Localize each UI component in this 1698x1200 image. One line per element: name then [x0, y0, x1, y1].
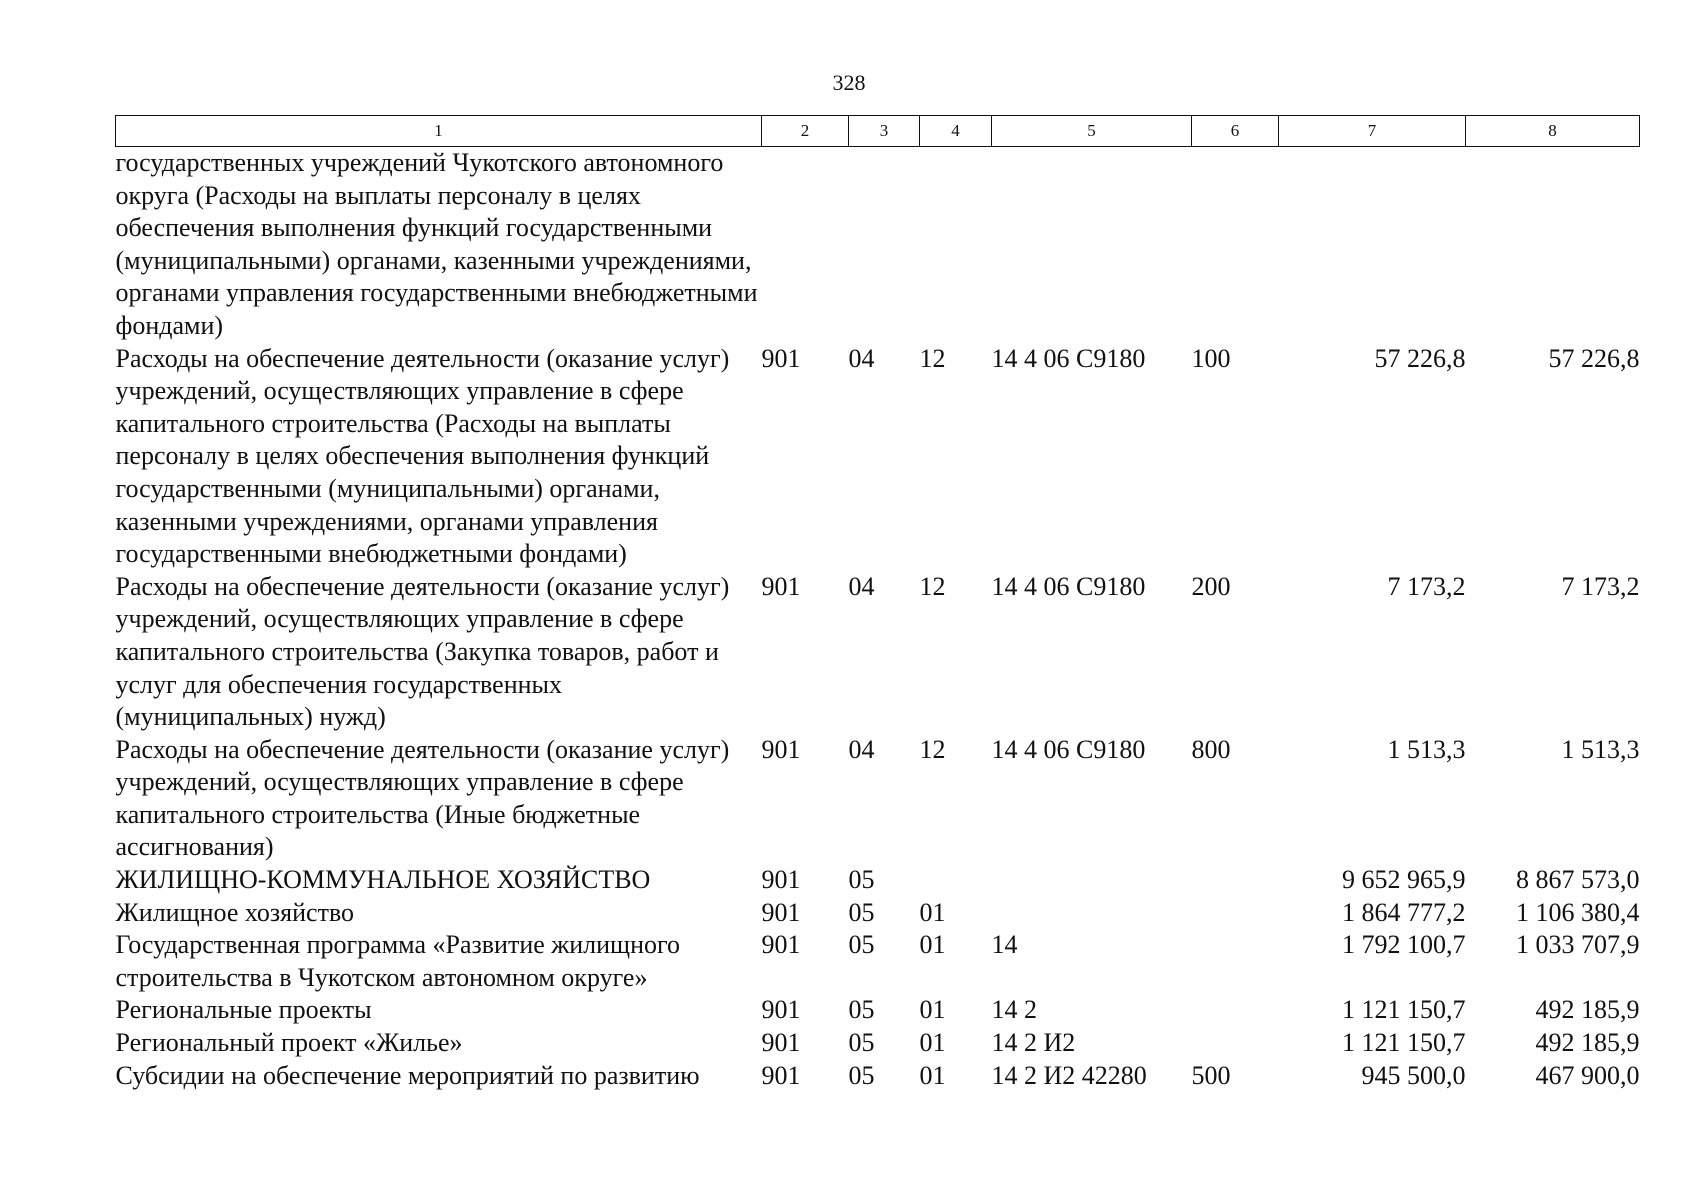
row-expense-type: 800	[1191, 734, 1231, 764]
row-name: Расходы на обеспечение деятельности (оказание услуг) учреждений, осуществляющих управление в сфере капитального строительства (Закупка товаров, работ и услуг для обеспечения государственных (муниципальных) нужд)	[115, 571, 730, 732]
row-grbs: 901	[761, 930, 801, 960]
row-target-article: 14	[991, 930, 1018, 960]
table-row	[116, 929, 1640, 994]
row-section: 05	[848, 930, 875, 960]
row-sum-year-1: 57 226,8	[1374, 343, 1466, 373]
row-subsection: 01	[919, 1028, 946, 1058]
row-sum-year-2: 467 900,0	[1535, 1060, 1640, 1090]
row-name: Государственная программа «Развитие жилищного строительства в Чукотском автономном округе»	[115, 930, 680, 992]
row-expense-type	[1192, 864, 1279, 897]
table-row	[116, 864, 1640, 897]
table-row	[116, 343, 1640, 571]
row-expense-type	[1192, 897, 1279, 930]
header-col-8: 8	[1466, 116, 1640, 147]
table-body	[116, 147, 1640, 1093]
table-row	[116, 1027, 1640, 1060]
table-row	[116, 147, 1640, 343]
header-col-5: 5	[992, 116, 1192, 147]
row-subsection: 12	[919, 343, 946, 373]
header-col-7: 7	[1279, 116, 1466, 147]
row-target-article: 14 2	[991, 995, 1037, 1025]
row-sum-year-1: 1 792 100,7	[1342, 930, 1466, 960]
row-subsection	[920, 864, 992, 897]
row-sum-year-1	[1279, 147, 1466, 343]
row-sum-year-1: 1 121 150,7	[1342, 995, 1466, 1025]
row-grbs: 901	[761, 1060, 801, 1090]
budget-table-container	[115, 115, 1639, 1092]
row-section: 04	[848, 571, 875, 601]
row-grbs: 901	[761, 995, 801, 1025]
row-sum-year-1: 945 500,0	[1361, 1060, 1466, 1090]
row-sum-year-1: 9 652 965,9	[1342, 865, 1466, 895]
row-expense-type: 500	[1191, 1060, 1231, 1090]
row-section	[849, 147, 920, 343]
row-sum-year-2: 1 513,3	[1561, 734, 1640, 764]
row-name: Региональные проекты	[115, 995, 372, 1025]
table-row	[116, 1060, 1640, 1093]
header-col-2: 2	[762, 116, 849, 147]
row-target-article	[992, 147, 1192, 343]
header-col-6: 6	[1192, 116, 1279, 147]
row-subsection	[920, 147, 992, 343]
row-target-article: 14 4 06 С9180	[991, 734, 1146, 764]
row-sum-year-2: 1 106 380,4	[1516, 897, 1640, 927]
row-name: Региональный проект «Жилье»	[115, 1028, 463, 1058]
row-name: Субсидии на обеспечение мероприятий по развитию	[115, 1060, 700, 1090]
table-row	[116, 734, 1640, 864]
row-grbs: 901	[761, 571, 801, 601]
row-section: 05	[848, 865, 875, 895]
row-sum-year-2: 1 033 707,9	[1516, 930, 1640, 960]
row-sum-year-2: 57 226,8	[1548, 343, 1640, 373]
row-section: 04	[848, 343, 875, 373]
row-subsection: 12	[919, 571, 946, 601]
row-section: 05	[848, 995, 875, 1025]
header-col-3: 3	[849, 116, 920, 147]
row-subsection: 12	[919, 734, 946, 764]
row-target-article: 14 4 06 С9180	[991, 343, 1146, 373]
row-subsection: 01	[919, 897, 946, 927]
row-subsection: 01	[919, 930, 946, 960]
row-sum-year-2: 492 185,9	[1535, 995, 1640, 1025]
header-col-4: 4	[920, 116, 992, 147]
row-expense-type	[1192, 147, 1279, 343]
row-target-article: 14 2 И2	[991, 1028, 1076, 1058]
row-sum-year-1: 1 121 150,7	[1342, 1028, 1466, 1058]
row-sum-year-1: 7 173,2	[1387, 571, 1466, 601]
row-target-article: 14 4 06 С9180	[991, 571, 1146, 601]
row-subsection: 01	[919, 995, 946, 1025]
row-section: 04	[848, 734, 875, 764]
row-target-article	[992, 897, 1192, 930]
row-sum-year-2: 492 185,9	[1535, 1028, 1640, 1058]
row-name: Расходы на обеспечение деятельности (оказание услуг) учреждений, осуществляющих управление в сфере капитального строительства (Иные бюджетные ассигнования)	[115, 734, 730, 862]
row-grbs: 901	[761, 1028, 801, 1058]
budget-table	[115, 115, 1640, 1092]
row-grbs: 901	[761, 865, 801, 895]
row-sum-year-2: 8 867 573,0	[1516, 865, 1640, 895]
row-section: 05	[848, 897, 875, 927]
row-name: ЖИЛИЩНО-КОММУНАЛЬНОЕ ХОЗЯЙСТВО	[115, 865, 651, 895]
table-row	[116, 897, 1640, 930]
row-grbs: 901	[761, 897, 801, 927]
row-expense-type	[1192, 994, 1279, 1027]
table-header	[116, 116, 1640, 147]
row-section: 05	[848, 1060, 875, 1090]
row-grbs: 901	[761, 734, 801, 764]
row-expense-type	[1192, 1027, 1279, 1060]
row-expense-type	[1192, 929, 1279, 994]
row-section: 05	[848, 1028, 875, 1058]
row-expense-type: 100	[1191, 343, 1231, 373]
row-name: государственных учреждений Чукотского автономного округа (Расходы на выплаты персоналу в целях обеспечения выполнения функций государственными (муниципальными) органами, казенными учреждениями, органами управления государственными внебюджетными фондами)	[115, 148, 758, 340]
row-sum-year-2: 7 173,2	[1561, 571, 1640, 601]
row-target-article	[992, 864, 1192, 897]
row-target-article: 14 2 И2 42280	[991, 1060, 1147, 1090]
row-subsection: 01	[919, 1060, 946, 1090]
row-name: Жилищное хозяйство	[115, 897, 355, 927]
header-row	[116, 116, 1640, 147]
row-sum-year-2	[1466, 147, 1640, 343]
row-grbs	[762, 147, 849, 343]
table-row	[116, 994, 1640, 1027]
page-number: 328	[832, 70, 866, 95]
row-sum-year-1: 1 864 777,2	[1342, 897, 1466, 927]
header-col-1: 1	[116, 116, 762, 147]
row-expense-type: 200	[1191, 571, 1231, 601]
row-grbs: 901	[761, 343, 801, 373]
row-name: Расходы на обеспечение деятельности (оказание услуг) учреждений, осуществляющих управление в сфере капитального строительства (Расходы на выплаты персоналу в целях обеспечения выполнения функций государственными (муниципальными) органами, казенными учреждениями, органами управления государственными внебюджетными фондами)	[115, 343, 730, 569]
table-row	[116, 571, 1640, 734]
row-sum-year-1: 1 513,3	[1387, 734, 1466, 764]
